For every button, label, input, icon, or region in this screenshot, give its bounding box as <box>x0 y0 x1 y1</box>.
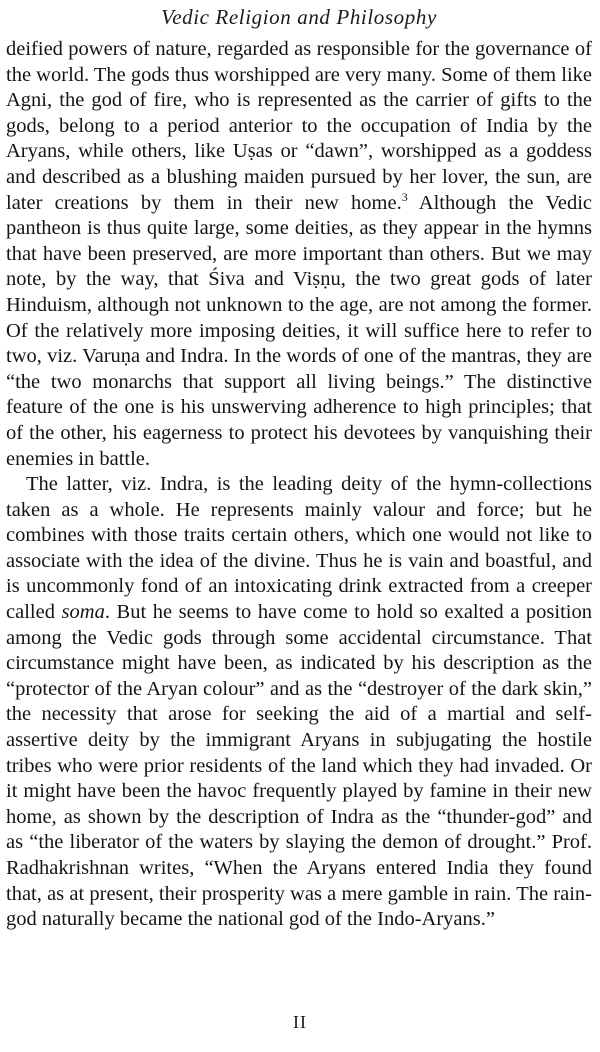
paragraph-1-text-a: deified powers of nature, regarded as responsible for the governance of the world. The gods thus worshipped are very many. Some of them like Agni, the god of fire, who is represented as the carrier of gifts to the gods, belong to a period anterior to the occupation of India by the Aryans, while others, like Uṣas or “dawn”, worshipped as a goddess and described as a blushing maiden pursued by her lover, the sun, are later creations by them in their new home. <box>6 38 592 214</box>
footnote-reference: 3 <box>401 189 408 204</box>
page-number: II <box>293 1012 307 1032</box>
body-text <box>6 37 592 933</box>
paragraph-1-text-b: Although the Vedic pantheon is thus quite large, some deities, as they appear in the hymns that have been preserved, are more important than others. But we may note, by the way, that Śiva and Viṣṇu, the two great gods of later Hinduism, although not unknown to the age, are not among the former. Of the relatively more imposing deities, it will suffice here to refer to two, viz. Varuṇa and Indra. In the words of one of the mantras, they are “the two monarchs that support all living beings.” The distinctive feature of the one is his unswerving adherence to high principles; that of the other, his eagerness to protect his devotees by vanquishing their enemies in battle. <box>6 191 592 470</box>
paragraph-1 <box>6 37 592 472</box>
paragraph-2 <box>6 472 592 933</box>
paragraph-2-text-b: . But he seems to have come to hold so exalted a position among the Vedic gods through some accidental circumstance. That circumstance might have been, as indicated by his description as the “protector of the Aryan colour” and as the “destroyer of the dark skin,” the necessity that arose for seeking the aid of a martial and self-assertive deity by the immigrant Aryans in subjugating the hostile tribes who were prior residents of the land which they had invaded. Or it might have been the havoc frequently played by famine in their new home, as shown by the description of Indra as the “thunder-god” and as “the liberator of the waters by slaying the demon of drought.” Prof. Radhakrishnan writes, “When the Aryans entered India they found that, as at present, their prosperity was a mere gamble in rain. The rain-god naturally became the national god of the Indo-Aryans.” <box>6 601 592 931</box>
italic-term-soma: soma <box>61 601 105 624</box>
paragraph-2-text-a: The latter, viz. Indra, is the leading deity of the hymn-collections taken as a whole. He represents mainly valour and force; but he combines with those traits certain others, which one would not like to associate with the idea of the divine. Thus he is vain and boastful, and is uncommonly fond of an intoxicating drink extracted from a creeper called <box>6 473 592 624</box>
running-head: Vedic Religion and Philosophy <box>161 5 437 29</box>
